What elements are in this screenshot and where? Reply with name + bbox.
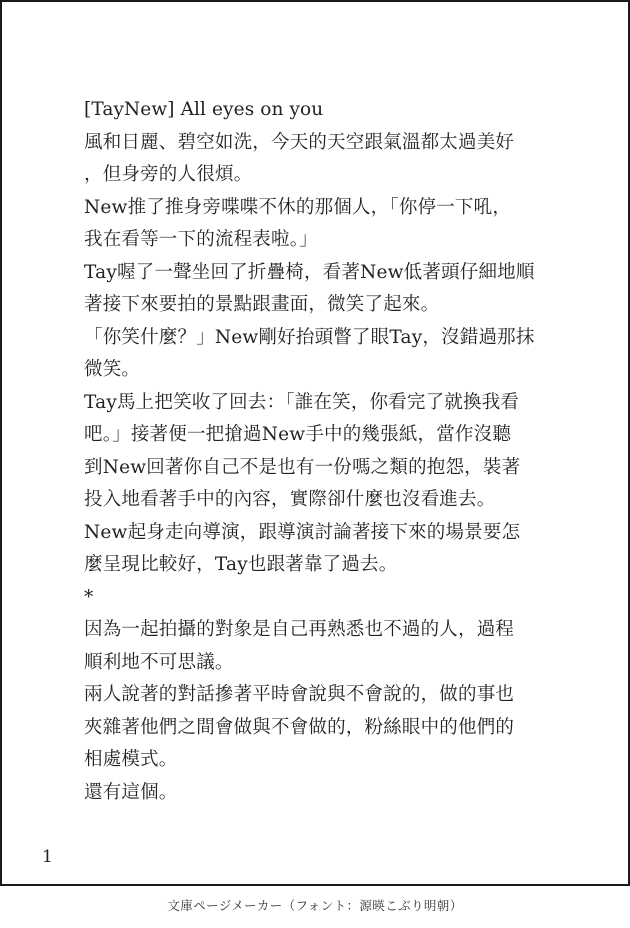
- text-line: 我在看等一下的流程表啦。」: [84, 229, 318, 250]
- text-line: 夾雜著他們之間會做與不會做的，粉絲眼中的他們的: [84, 716, 515, 738]
- text-line: 風和日麗、碧空如洗，今天的天空跟氣溫都太過美好: [84, 131, 515, 153]
- text-line: 投入地看著手中的內容，實際卻什麼也沒看進去。: [84, 489, 496, 510]
- text-line: 兩人說著的對話摻著平時會說與不會說的，做的事也: [84, 684, 515, 705]
- page-number: 1: [42, 847, 53, 867]
- text-line: 到New回著你自己不是也有一份嗎之類的抱怨，裝著: [84, 456, 521, 478]
- text-line: New起身走向導演，跟導演討論著接下來的場景要怎: [84, 521, 521, 543]
- text-line: 因為一起拍攝的對象是自己再熟悉也不過的人，過程: [84, 619, 515, 640]
- text-line: ，但身旁的人很煩。: [84, 164, 253, 185]
- text-line: 順利地不可思議。: [84, 651, 234, 673]
- text-line: New推了推身旁喋喋不休的那個人，「你停一下吼，: [84, 196, 512, 218]
- text-line: 微笑。: [84, 359, 141, 380]
- page-text-body: [84, 94, 564, 809]
- text-line: 「你笑什麼？」New剛好抬頭瞥了眼Tay，沒錯過那抹: [84, 326, 535, 348]
- text-line: Tay喔了一聲坐回了折疊椅，看著New低著頭仔細地順: [84, 261, 535, 283]
- text-line: 還有這個。: [84, 781, 178, 803]
- story-title: [TayNew] All eyes on you: [84, 99, 324, 120]
- text-line: 相處模式。: [84, 749, 178, 770]
- scene-break: *: [84, 586, 94, 608]
- text-line: 吧。」接著便一把搶過New手中的幾張紙，當作沒聽: [84, 424, 512, 445]
- text-line: 麼呈現比較好，Tay也跟著靠了過去。: [84, 554, 398, 575]
- footer-credit: 文庫ページメーカー（フォント：源暎こぶり明朝）: [167, 898, 463, 913]
- text-line: Tay馬上把笑收了回去：「誰在笑，你看完了就換我看: [84, 391, 520, 413]
- text-line: 著接下來要拍的景點跟畫面，微笑了起來。: [84, 294, 440, 315]
